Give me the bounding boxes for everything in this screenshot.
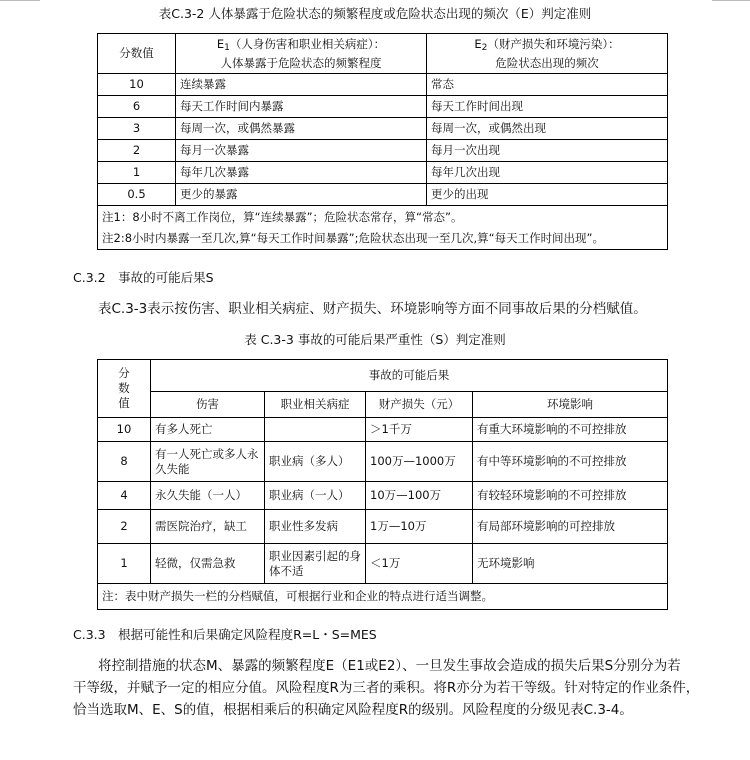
cell-e1: 每年几次暴露 (176, 162, 427, 184)
cell-score: 1 (98, 544, 151, 584)
top-border-right (712, 0, 750, 1)
score-char-2: 数 (118, 381, 130, 395)
header-score (98, 360, 151, 418)
table-row (98, 184, 668, 206)
cell-e1: 每天工作时间内暴露 (176, 96, 427, 118)
note-1: 注1：8小时不离工作岗位，算“连续暴露”；危险状态常存，算“常态”。 (102, 209, 463, 224)
cell-e1: 每周一次，或偶然暴露 (176, 118, 427, 140)
cell-injury: 永久失能（一人） (151, 482, 265, 510)
e2-letter: E (474, 36, 482, 51)
cell-e1: 每月一次暴露 (176, 140, 427, 162)
cell-disease (265, 418, 366, 442)
header-e1 (176, 34, 427, 74)
cell-e2: 每年几次出现 (427, 162, 668, 184)
header-injury: 伤害 (151, 392, 265, 418)
header-property: 财产损失（元） (366, 392, 473, 418)
table-header-row (98, 392, 668, 418)
header-e2 (427, 34, 668, 74)
section-heading-c33: C.3.3 根据可能性和后果确定风险程度R=L・S=MES (73, 627, 377, 642)
cell-e2: 常态 (427, 74, 668, 96)
table-note-row (98, 206, 668, 250)
cell-env: 有重大环境影响的不可控排放 (473, 418, 668, 442)
cell-disease: 职业性多发病 (265, 510, 366, 544)
table-c33-caption: 表 C.3-3 事故的可能后果严重性（S）判定准则 (244, 332, 506, 347)
header-disease: 职业相关病症 (265, 392, 366, 418)
section-heading-c32: C.3.2 事故的可能后果S (73, 270, 214, 285)
table-c32 (97, 33, 668, 250)
section-c33-paragraph-line-2: 干等级，并赋予一定的相应分值。风险程度R为三者的乘积。将R亦分为若干等级。针对特定的作业条件， (73, 680, 700, 696)
table-header-row (98, 34, 668, 74)
cell-score: 8 (98, 442, 151, 482)
cell-env: 有较轻环境影响的不可控排放 (473, 482, 668, 510)
cell-property: 100万—1000万 (366, 442, 473, 482)
cell-score: 6 (98, 96, 176, 118)
cell-e1: 更少的暴露 (176, 184, 427, 206)
cell-injury: 有一人死亡或多人永久失能 (151, 442, 265, 482)
score-char-1: 分 (118, 366, 130, 380)
cell-score: 1 (98, 162, 176, 184)
cell-property: 10万—100万 (366, 482, 473, 510)
cell-property: 1万—10万 (366, 510, 473, 544)
cell-env: 无环境影响 (473, 544, 668, 584)
note-2: 注2:8小时内暴露一至几次,算“每天工作时间暴露”;危险状态出现一至几次,算“每天工作时间出现”。 (102, 230, 605, 245)
table-row (98, 140, 668, 162)
section-c32-paragraph: 表C.3-3表示按伤害、职业相关病症、财产损失、环境影响等方面不同事故后果的分档赋值。 (98, 301, 647, 317)
header-consequence-group: 事故的可能后果 (151, 360, 668, 392)
table-c33 (97, 359, 668, 610)
cell-injury: 轻微，仅需急救 (151, 544, 265, 584)
e1-letter: E (216, 36, 225, 51)
table-row (98, 96, 668, 118)
e2-subscript: 2 (481, 42, 488, 53)
table-note-row (98, 584, 668, 610)
table-row (98, 118, 668, 140)
cell-e2: 每天工作时间出现 (427, 96, 668, 118)
table-c33-note: 注：表中财产损失一栏的分档赋值，可根据行业和企业的特点进行适当调整。 (98, 584, 668, 610)
cell-score: 10 (98, 74, 176, 96)
cell-score: 10 (98, 418, 151, 442)
e1-title: （人身伤害和职业相关病症）： (229, 36, 386, 51)
table-c32-caption: 表C.3-2 人体暴露于危险状态的频繁程度或危险状态出现的频次（E）判定准则 (158, 6, 592, 21)
cell-env: 有中等环境影响的不可控排放 (473, 442, 668, 482)
e2-title: （财产损失和环境污染）： (487, 36, 620, 51)
cell-e1: 连续暴露 (176, 74, 427, 96)
table-row (98, 544, 668, 584)
cell-injury: 需医院治疗，缺工 (151, 510, 265, 544)
table-row (98, 162, 668, 184)
cell-score: 0.5 (98, 184, 176, 206)
table-row (98, 74, 668, 96)
cell-disease: 职业病（多人） (265, 442, 366, 482)
cell-property: ＜1万 (366, 544, 473, 584)
cell-score: 2 (98, 140, 176, 162)
cell-score: 2 (98, 510, 151, 544)
table-header-row (98, 360, 668, 392)
e1-subtitle: 人体暴露于危险状态的频繁程度 (220, 55, 382, 70)
cell-e2: 更少的出现 (427, 184, 668, 206)
e1-subscript: 1 (224, 42, 230, 53)
cell-disease: 职业因素引起的身体不适 (265, 544, 366, 584)
cell-score: 4 (98, 482, 151, 510)
section-c33-paragraph-line-3: 恰当选取M、E、S的值，根据相乘后的积确定风险程度R的级别。风险程度的分级见表C.3-4。 (73, 702, 633, 718)
cell-score: 3 (98, 118, 176, 140)
table-row (98, 482, 668, 510)
cell-e2: 每周一次，或偶然出现 (427, 118, 668, 140)
top-border-left (0, 0, 40, 1)
cell-disease: 职业病（一人） (265, 482, 366, 510)
e2-subtitle: 危险状态出现的频次 (495, 55, 599, 70)
cell-e2: 每月一次出现 (427, 140, 668, 162)
section-c33-paragraph-line-1: 将控制措施的状态M、暴露的频繁程度E（E1或E2）、一旦发生事故会造成的损失后果S分别分为若 (98, 658, 681, 674)
cell-property: ＞1千万 (366, 418, 473, 442)
table-row (98, 510, 668, 544)
table-row (98, 442, 668, 482)
table-row (98, 418, 668, 442)
score-char-3: 值 (118, 396, 130, 410)
header-score: 分数值 (98, 34, 176, 74)
table-c32-notes (98, 206, 668, 250)
cell-injury: 有多人死亡 (151, 418, 265, 442)
header-env: 环境影响 (473, 392, 668, 418)
cell-env: 有局部环境影响的可控排放 (473, 510, 668, 544)
